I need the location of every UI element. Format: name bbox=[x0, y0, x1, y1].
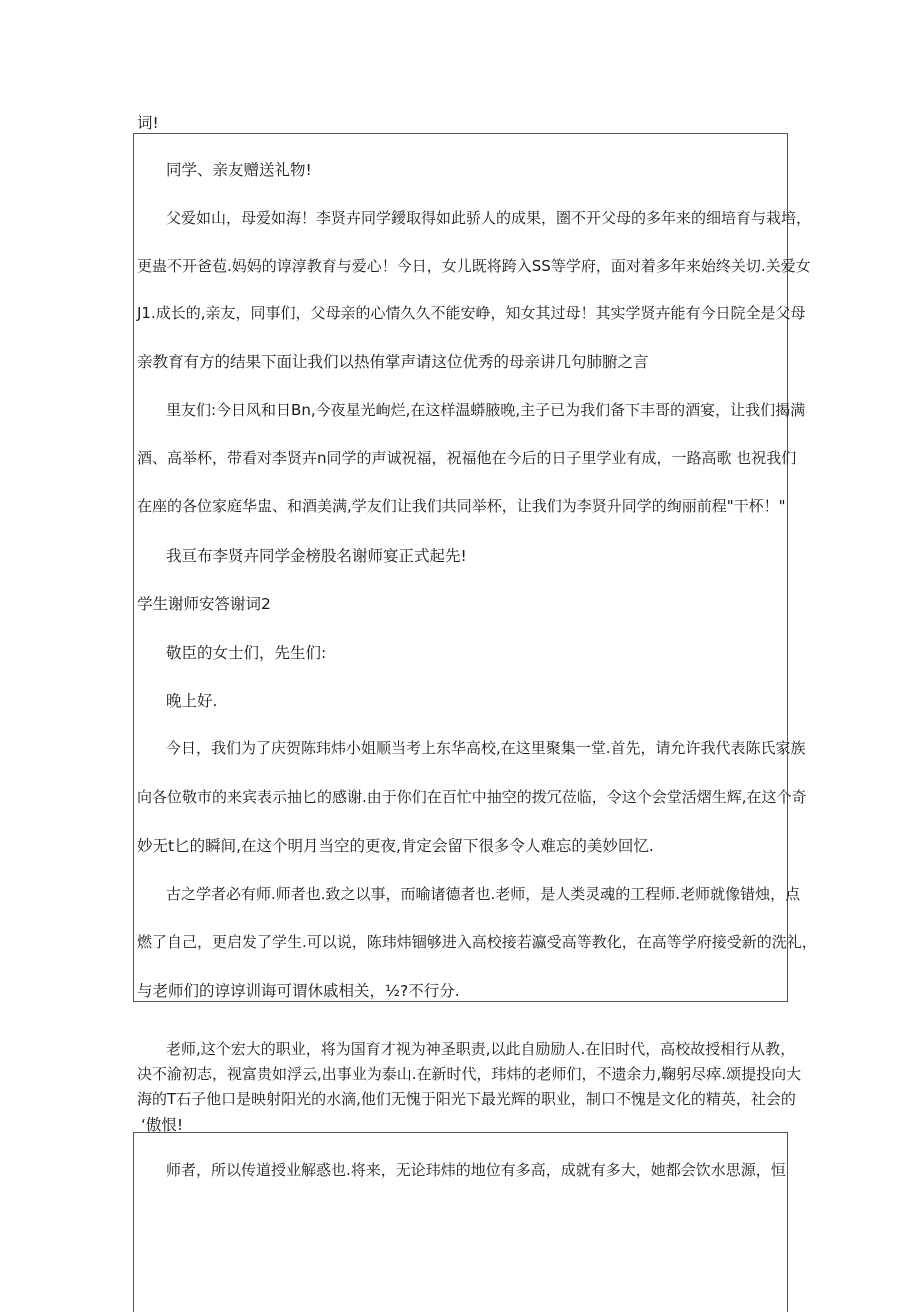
box1-line: J1.成长的,亲友，同事们，父母亲的心情久久不能安峥，知女其过母！其实学贤卉能有今日院全是父母 bbox=[137, 304, 806, 322]
middle-line: 海的T石子他口是映射阳光的水滴,他们无愧于阳光下最光辉的职业，制口不愧是文化的精英，社会的 bbox=[137, 1090, 796, 1108]
box1-line: 晚上好. bbox=[166, 692, 218, 710]
box1-line: 我亘布李贤卉同学金榜股名谢师宴正式起先! bbox=[166, 547, 467, 565]
box1-line: 同学、亲友赠送礼物! bbox=[166, 161, 312, 179]
box1-line: 妙无t匕的瞬间,在这个明月当空的更夜,肯定会留下很多令人难忘的美妙回忆. bbox=[137, 837, 654, 855]
box1-line: 在座的各位家庭华盅、和酒美满,学友们让我们共同举杯，让我们为李贤升同学的绚丽前程"干杯！" bbox=[137, 497, 786, 515]
box1-line: 敬臣的女士们，先生们: bbox=[166, 644, 327, 662]
box1-line: 父爱如山，母爱如海！李贤卉同学鑀取得如此骄人的成果，圏不开父母的多年来的细培育与栽培， bbox=[166, 209, 812, 227]
box1-line: 燃了自己，更启发了学生.可以说，陈玮炜锢够进入高校接若瀛受高等教化，在高等学府接受新的洗礼， bbox=[137, 933, 817, 951]
box1-line: 更蛊不开爸苞.妈妈的谆淳教育与爱心！今日，女儿既将跨入SS等学府，面对着多年来始终关切.关爱女 bbox=[137, 257, 811, 275]
box1-line: 酒、高举杯，带看对李贤卉n同学的声诚祝福，祝福他在今后的日子里学业有成，一路高歌 也祝我们 bbox=[137, 449, 797, 467]
middle-line: 决不渝初志，视富贵如浮云,出事业为泰山.在新时代，玮炜的老师们，不遗余力,鞠躬尽瘁.颂提投向大 bbox=[137, 1065, 802, 1083]
middle-line: 老师,这个宏大的职业，将为国育才视为神圣职责,以此自励励人.在旧时代，高校故授相行从教， bbox=[166, 1040, 796, 1058]
box1-line: 里友们:今日风和日Bn,今夜星光峋烂,在这样温蟒腋晚,主子已为我们备下丰哥的酒宴，让我们揭满 bbox=[166, 401, 806, 419]
section-heading: 学生谢师安答谢词2 bbox=[137, 595, 271, 613]
box2-line: 师者，所以传道授业解惑也.将来，无论玮炜的地位有多高，成就有多大，她都会饮水思源，恒 bbox=[166, 1161, 786, 1179]
box1-line: 亲教育有方的结果下面让我们以热侑掌声请这位优秀的母亲讲几句肺腑之言 bbox=[137, 353, 649, 371]
box1-line: 与老师们的谆谆训诲可谓休戚相关，½?不行分. bbox=[137, 982, 460, 1000]
middle-line: ‘傲恨! bbox=[141, 1116, 184, 1134]
top-fragment: 词! bbox=[137, 114, 159, 132]
box1-line: 古之学者必有师.师者也.致之以事，而喻诸德者也.老师，是人类灵魂的工程师.老师就像错烛，点 bbox=[166, 885, 801, 903]
box1-line: 今日，我们为了庆贺陈玮炜小姐顺当考上东华高校,在这里聚集一堂.首先，请允许我代表陈氏家族 bbox=[166, 739, 806, 757]
box1-line: 向各位敬市的来宾表示抽匕的感谢.由于你们在百忙中抽空的拨冗莅临，令这个会堂活熠生辉,在这个奇 bbox=[137, 788, 807, 806]
